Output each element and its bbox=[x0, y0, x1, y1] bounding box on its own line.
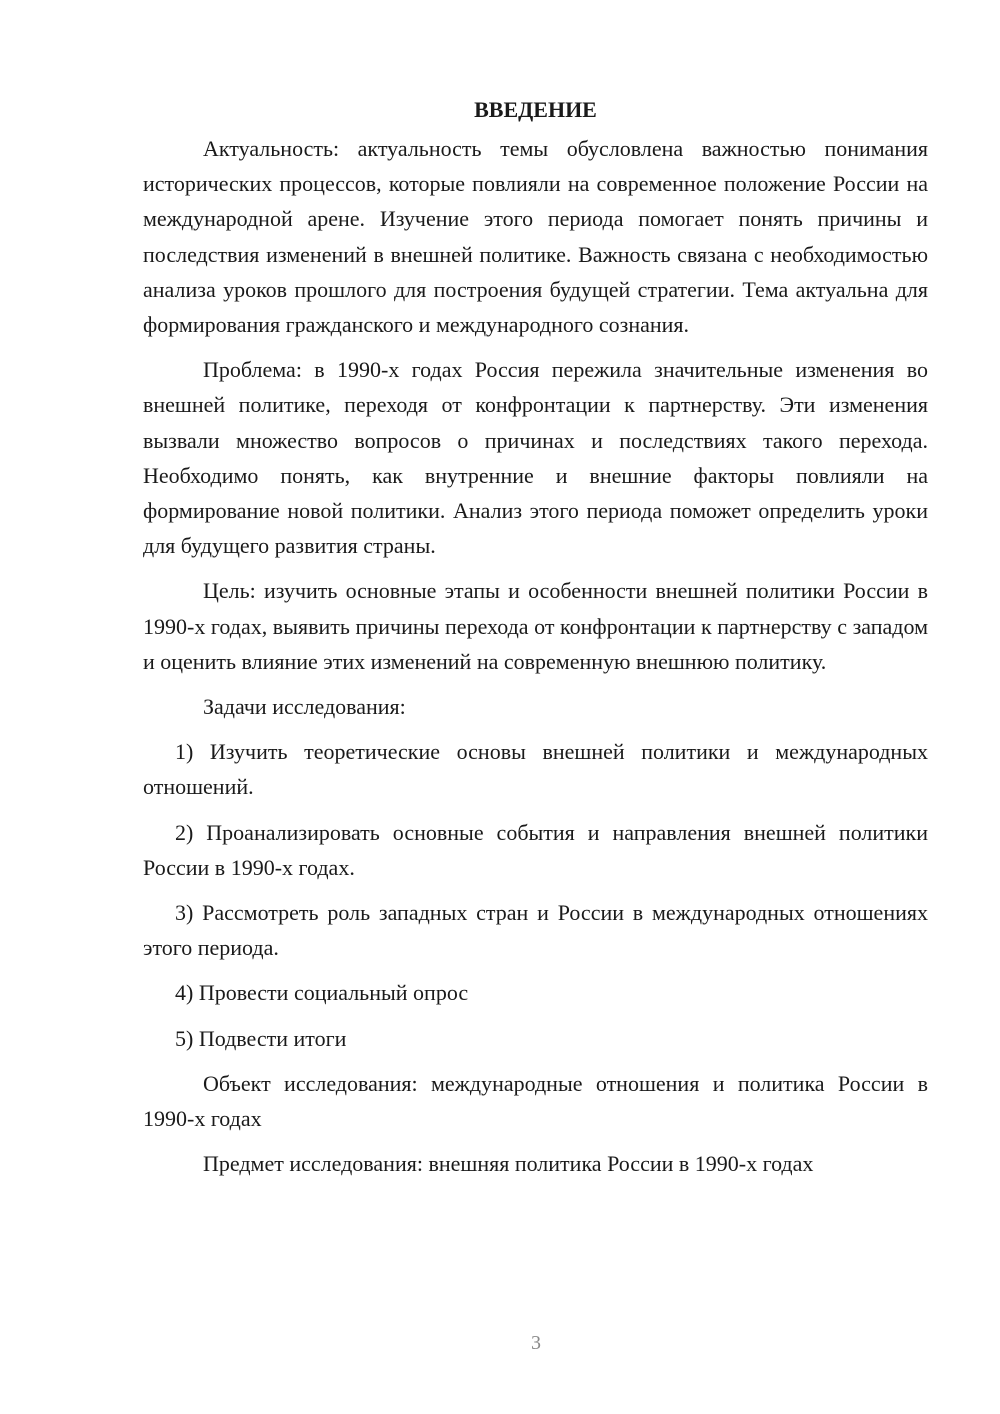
task-item-1: 1) Изучить теоретические основы внешней политики и международных отношений. bbox=[143, 739, 928, 800]
paragraph-relevance: Актуальность: актуальность темы обусловлена важностью понимания исторических процессов, которые повлияли на современное положение России на международной арене. Изучение этого периода помогает понять причины и последствия изменений в внешней политике. Важность связана с необходимостью анализа уроков прошлого для построения будущей стратегии. Тема актуальна для формирования гражданского и международного сознания. bbox=[143, 136, 928, 338]
paragraph-subject: Предмет исследования: внешняя политика России в 1990-х годах bbox=[203, 1151, 814, 1177]
paragraph-problem: Проблема: в 1990-х годах Россия пережила значительные изменения во внешней политике, переходя от конфронтации к партнерству. Эти изменения вызвали множество вопросов о причинах и последствиях такого перехода. Необходимо понять, как внутренние и внешние факторы повлияли на формирование новой политики. Анализ этого периода поможет определить уроки для будущего развития страны. bbox=[143, 357, 928, 559]
task-item-3: 3) Рассмотреть роль западных стран и России в международных отношениях этого периода. bbox=[143, 900, 928, 961]
paragraph-goal: Цель: изучить основные этапы и особенности внешней политики России в 1990-х годах, выявить причины перехода от конфронтации к партнерству с западом и оценить влияние этих изменений на современную внешнюю политику. bbox=[143, 578, 928, 674]
page-content bbox=[143, 92, 928, 1181]
paragraph-object: Объект исследования: международные отношения и политика России в 1990-х годах bbox=[143, 1070, 928, 1132]
task-item-4: 4) Провести социальный опрос bbox=[175, 980, 469, 1006]
tasks-heading: Задачи исследования: bbox=[203, 694, 406, 720]
section-title: ВВЕДЕНИЕ bbox=[474, 97, 597, 122]
page-number: 3 bbox=[531, 1332, 541, 1354]
task-item-5: 5) Подвести итоги bbox=[175, 1025, 347, 1051]
task-item-2: 2) Проанализировать основные события и направления внешней политики России в 1990-х годах. bbox=[143, 819, 928, 880]
